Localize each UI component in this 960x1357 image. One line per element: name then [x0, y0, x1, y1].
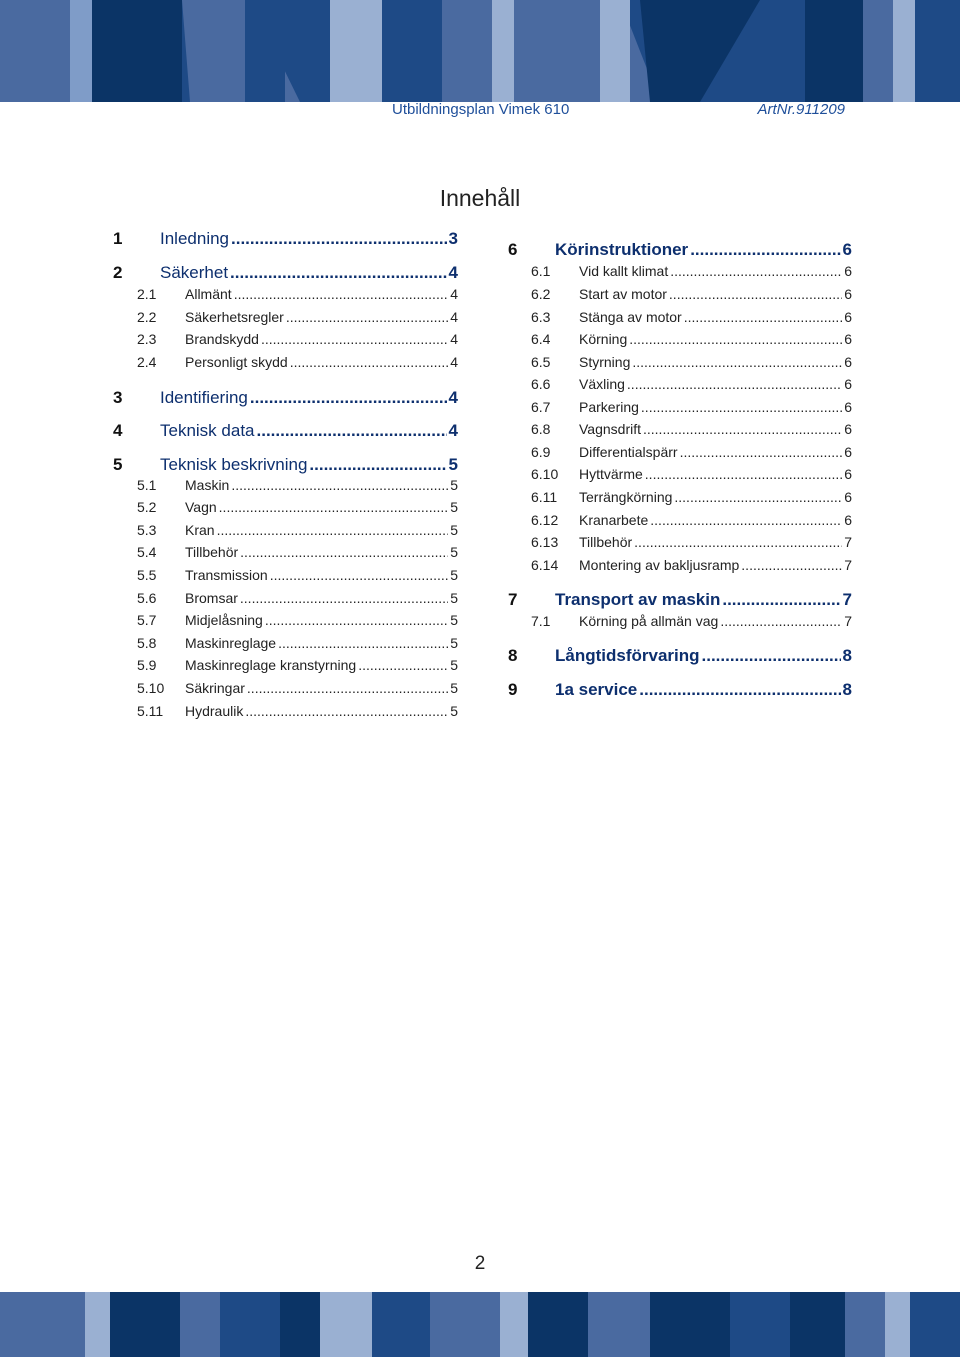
toc-entry-number: 6.11: [531, 489, 558, 505]
toc-entry-label: Parkering: [579, 399, 639, 415]
document-header-title: Utbildningsplan Vimek 610: [392, 101, 570, 118]
toc-entry-page: 5: [450, 612, 458, 628]
toc-entry[interactable]: [508, 613, 852, 629]
toc-entry-page: 5: [450, 657, 458, 673]
toc-leader-dots: [231, 477, 448, 493]
toc-entry-number: 1: [113, 229, 123, 248]
toc-entry[interactable]: [113, 263, 458, 283]
toc-entry[interactable]: [508, 512, 852, 528]
toc-entry-label: Start av motor: [579, 286, 667, 302]
toc-entry-page: 4: [448, 388, 458, 407]
toc-entry-label: Midjelåsning: [185, 612, 263, 628]
toc-entry-number: 7.1: [531, 613, 551, 629]
toc-entry-page: 5: [450, 635, 458, 651]
toc-entry-label: Växling: [579, 376, 625, 392]
toc-entry-page: 4: [448, 263, 458, 282]
toc-entry-page: 6: [844, 512, 852, 528]
toc-entry[interactable]: [113, 567, 458, 583]
toc-entry[interactable]: [508, 489, 852, 505]
toc-leader-dots: [261, 331, 448, 347]
toc-entry[interactable]: [113, 612, 458, 628]
toc-entry[interactable]: [508, 466, 852, 482]
toc-entry-page: 5: [450, 590, 458, 606]
toc-entry-number: 2: [113, 263, 123, 282]
toc-entry-page: 6: [844, 399, 852, 415]
toc-leader-dots: [627, 376, 842, 392]
toc-entry-number: 6.14: [531, 557, 559, 573]
toc-entry-number: 2.1: [137, 286, 157, 302]
toc-entry-number: 6.2: [531, 286, 551, 302]
toc-entry-page: 6: [844, 376, 852, 392]
toc-entry-page: 5: [450, 680, 458, 696]
toc-entry[interactable]: [508, 309, 852, 325]
toc-leader-dots: [674, 489, 842, 505]
toc-entry-number: 7: [508, 590, 518, 609]
toc-entry-page: 6: [844, 309, 852, 325]
toc-entry-label: Bromsar: [185, 590, 238, 606]
toc-leader-dots: [265, 612, 448, 628]
toc-leader-dots: [245, 703, 448, 719]
toc-entry-label: Tillbehör: [185, 544, 239, 560]
toc-entry-label: Styrning: [579, 354, 631, 370]
toc-entry[interactable]: [508, 240, 852, 260]
toc-leader-dots: [230, 263, 446, 283]
toc-entry-number: 5.5: [137, 567, 157, 583]
toc-leader-dots: [650, 512, 842, 528]
toc-entry-number: 6.10: [531, 466, 559, 482]
toc-entry-label: Vagnsdrift: [579, 421, 641, 437]
toc-entry-page: 4: [450, 331, 458, 347]
toc-entry-page: 5: [450, 567, 458, 583]
toc-entry-number: 6.4: [531, 331, 551, 347]
toc-entry-label: Hydraulik: [185, 703, 244, 719]
toc-entry-page: 6: [844, 421, 852, 437]
toc-entry-label: Terrängkörning: [579, 489, 673, 505]
toc-entry-label: Säkerhet: [160, 263, 229, 282]
toc-entry-number: 5.2: [137, 499, 157, 515]
toc-entry-page: 5: [448, 455, 458, 474]
toc-entry-number: 5.7: [137, 612, 157, 628]
toc-leader-dots: [645, 466, 842, 482]
toc-entry-number: 5: [113, 455, 123, 474]
toc-entry[interactable]: [508, 680, 852, 700]
toc-entry[interactable]: [508, 590, 852, 610]
toc-entry-label: Montering av bakljusramp: [579, 557, 740, 573]
toc-entry-number: 5.1: [137, 477, 157, 493]
toc-leader-dots: [722, 590, 840, 610]
toc-entry[interactable]: [113, 657, 458, 673]
toc-entry-number: 5.6: [137, 590, 157, 606]
toc-entry-label: Allmänt: [185, 286, 232, 302]
toc-entry-label: Maskinreglage kranstyrning: [185, 657, 357, 673]
toc-entry[interactable]: [113, 354, 458, 370]
page-number: 2: [474, 1253, 486, 1274]
toc-entry-number: 5.9: [137, 657, 157, 673]
toc-leader-dots: [720, 613, 842, 629]
toc-entry-label: Maskin: [185, 477, 230, 493]
toc-entry[interactable]: [113, 635, 458, 651]
toc-leader-dots: [257, 421, 447, 441]
toc-leader-dots: [702, 646, 841, 666]
toc-entry-number: 3: [113, 388, 123, 407]
toc-entry-label: Personligt skydd: [185, 354, 288, 370]
toc-entry-page: 4: [450, 354, 458, 370]
toc-entry[interactable]: [113, 229, 458, 249]
toc-entry-number: 8: [508, 646, 518, 665]
toc-entry-label: Stänga av motor: [579, 309, 682, 325]
toc-entry-number: 5.10: [137, 680, 165, 696]
toc-entry-number: 2.4: [137, 354, 157, 370]
toc-leader-dots: [286, 309, 448, 325]
toc-entry[interactable]: [508, 534, 852, 550]
toc-leader-dots: [240, 544, 448, 560]
toc-entry[interactable]: [113, 499, 458, 515]
toc-entry-number: 9: [508, 680, 518, 699]
toc-entry[interactable]: [508, 331, 852, 347]
article-number: ArtNr.911209: [757, 101, 845, 118]
toc-entry-page: 6: [844, 444, 852, 460]
toc-leader-dots: [634, 534, 842, 550]
toc-entry-label: Teknisk beskrivning: [160, 455, 308, 474]
toc-leader-dots: [278, 635, 448, 651]
toc-entry-label: Körning: [579, 331, 628, 347]
toc-leader-dots: [234, 286, 449, 302]
toc-entry-label: Teknisk data: [160, 421, 255, 440]
toc-entry-number: 2.2: [137, 309, 157, 325]
toc-entry-number: 6.9: [531, 444, 551, 460]
toc-entry[interactable]: [113, 388, 458, 408]
toc-entry-page: 7: [844, 613, 852, 629]
toc-leader-dots: [741, 557, 842, 573]
toc-entry-label: Inledning: [160, 229, 230, 248]
toc-entry-label: Vagn: [185, 499, 217, 515]
toc-entry-label: Säkerhetsregler: [185, 309, 284, 325]
toc-entry-number: 4: [113, 421, 123, 440]
toc-entry-page: 8: [842, 646, 852, 665]
toc-entry[interactable]: [508, 399, 852, 415]
toc-entry[interactable]: [113, 477, 458, 493]
toc-entry-page: 7: [844, 557, 852, 573]
toc-entry[interactable]: [508, 444, 852, 460]
footer-decorative-band: [0, 1292, 960, 1357]
toc-entry-label: Identifiering: [160, 388, 248, 407]
toc-entry[interactable]: [508, 354, 852, 370]
toc-entry-number: 6: [508, 240, 518, 259]
toc-leader-dots: [684, 309, 842, 325]
toc-entry[interactable]: [508, 646, 852, 666]
toc-entry-page: 5: [450, 477, 458, 493]
toc-entry-number: 6.13: [531, 534, 559, 550]
toc-entry-number: 6.5: [531, 354, 551, 370]
toc-entry-page: 6: [844, 489, 852, 505]
toc-entry-page: 6: [844, 331, 852, 347]
toc-leader-dots: [358, 657, 448, 673]
toc-entry-label: Säkringar: [185, 680, 245, 696]
toc-leader-dots: [250, 388, 447, 408]
toc-entry-page: 6: [844, 354, 852, 370]
toc-entry[interactable]: [113, 703, 458, 719]
toc-entry-page: 4: [448, 421, 458, 440]
toc-leader-dots: [270, 567, 448, 583]
toc-entry-page: 5: [450, 499, 458, 515]
toc-entry-label: 1a service: [555, 680, 638, 699]
toc-entry-number: 6.8: [531, 421, 551, 437]
toc-entry-label: Vid kallt klimat: [579, 263, 669, 279]
toc-leader-dots: [290, 354, 448, 370]
header-decorative-band: [0, 0, 960, 102]
toc-entry[interactable]: [113, 590, 458, 606]
toc-entry-label: Transmission: [185, 567, 268, 583]
toc-entry[interactable]: [113, 331, 458, 347]
toc-entry-page: 8: [842, 680, 852, 699]
toc-entry-number: 6.7: [531, 399, 551, 415]
toc-entry-number: 5.3: [137, 522, 157, 538]
toc-entry[interactable]: [508, 263, 852, 279]
toc-leader-dots: [643, 421, 842, 437]
toc-leader-dots: [632, 354, 842, 370]
toc-entry-number: 6.1: [531, 263, 551, 279]
toc-heading: Innehåll: [439, 185, 521, 211]
toc-entry-label: Kran: [185, 522, 215, 538]
toc-leader-dots: [629, 331, 842, 347]
toc-entry-label: Differentialspärr: [579, 444, 678, 460]
toc-entry-page: 7: [842, 590, 852, 609]
toc-entry[interactable]: [113, 455, 458, 475]
toc-entry-number: 5.11: [137, 703, 164, 719]
toc-entry-page: 5: [450, 703, 458, 719]
toc-entry-number: 2.3: [137, 331, 157, 347]
toc-leader-dots: [219, 499, 449, 515]
toc-entry-page: 6: [842, 240, 852, 259]
toc-entry[interactable]: [508, 376, 852, 392]
toc-entry-label: Långtidsförvaring: [555, 646, 700, 665]
toc-leader-dots: [231, 229, 447, 249]
toc-entry[interactable]: [113, 522, 458, 538]
toc-entry-page: 7: [844, 534, 852, 550]
toc-entry-label: Kranarbete: [579, 512, 649, 528]
toc-entry[interactable]: [113, 286, 458, 302]
toc-entry-page: 6: [844, 286, 852, 302]
toc-entry[interactable]: [113, 421, 458, 441]
toc-entry-label: Tillbehör: [579, 534, 633, 550]
toc-leader-dots: [309, 455, 446, 475]
toc-entry-label: Transport av maskin: [555, 590, 721, 609]
toc-leader-dots: [217, 522, 449, 538]
toc-entry-label: Maskinreglage: [185, 635, 277, 651]
toc-leader-dots: [247, 680, 448, 696]
toc-entry-page: 4: [450, 309, 458, 325]
toc-entry-label: Körinstruktioner: [555, 240, 689, 259]
toc-leader-dots: [240, 590, 448, 606]
toc-entry-page: 3: [448, 229, 458, 248]
toc-entry[interactable]: [508, 557, 852, 573]
toc-entry[interactable]: [113, 680, 458, 696]
toc-entry[interactable]: [113, 309, 458, 325]
toc-leader-dots: [641, 399, 842, 415]
toc-entry-page: 5: [450, 544, 458, 560]
toc-entry-number: 6.12: [531, 512, 559, 528]
toc-leader-dots: [690, 240, 840, 260]
toc-entry-number: 5.8: [137, 635, 157, 651]
toc-entry[interactable]: [508, 286, 852, 302]
toc-entry[interactable]: [113, 544, 458, 560]
toc-entry-number: 5.4: [137, 544, 157, 560]
toc-entry[interactable]: [508, 421, 852, 437]
toc-leader-dots: [670, 263, 842, 279]
toc-entry-number: 6.3: [531, 309, 551, 325]
toc-entry-number: 6.6: [531, 376, 551, 392]
toc-entry-page: 6: [844, 263, 852, 279]
toc-entry-label: Hyttvärme: [579, 466, 643, 482]
toc-entry-page: 6: [844, 466, 852, 482]
toc-entry-page: 4: [450, 286, 458, 302]
toc-entry-label: Brandskydd: [185, 331, 259, 347]
toc-entry-label: Körning på allmän vag: [579, 613, 719, 629]
toc-entry-page: 5: [450, 522, 458, 538]
toc-leader-dots: [639, 680, 840, 700]
toc-leader-dots: [669, 286, 842, 302]
toc-leader-dots: [680, 444, 843, 460]
